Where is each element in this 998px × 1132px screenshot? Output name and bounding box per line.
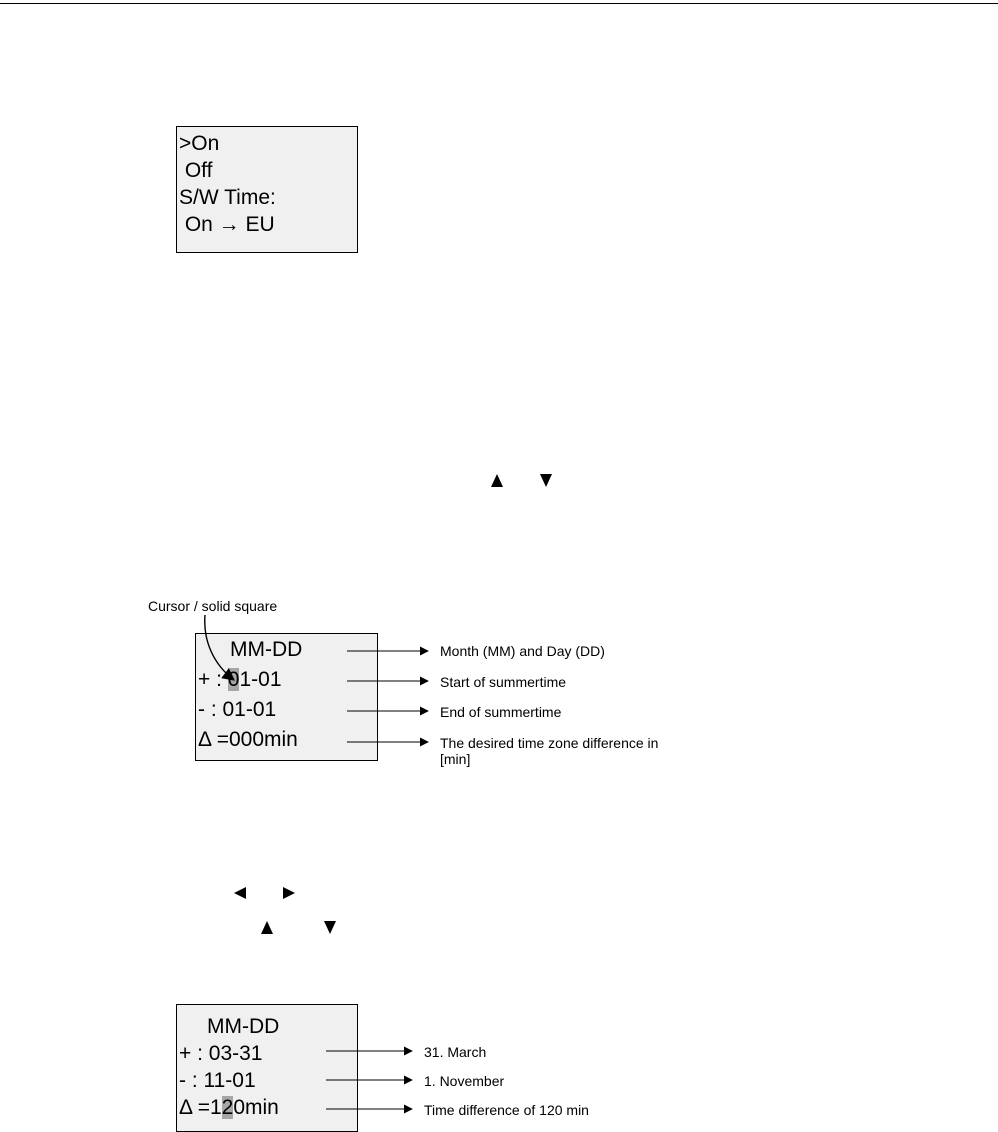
annotation-start: Start of summertime xyxy=(440,674,567,690)
annotation-end: End of summertime xyxy=(440,704,562,720)
annotation-time-zone-diff: The desired time zone difference in [min] xyxy=(440,735,659,767)
lcd-line-on-eu: On → EU xyxy=(179,213,275,236)
lcd-line-off: Off xyxy=(179,159,213,182)
cursor-block: 2 xyxy=(221,1096,234,1119)
lcd-line-delta: Δ =000min xyxy=(198,728,298,751)
lcd-line-on: >On xyxy=(179,132,220,155)
lcd-line-end: - : 01-01 xyxy=(198,698,277,721)
lcd-line-start: + : 01-01 xyxy=(198,668,282,691)
lcd-line-delta: Δ =120min xyxy=(179,1096,279,1119)
lcd-line-sw-time: S/W Time: xyxy=(179,186,276,209)
cursor-pointer-arrow xyxy=(205,615,234,680)
annotation-month-day: Month (MM) and Day (DD) xyxy=(440,643,605,659)
cursor-label: Cursor / solid square xyxy=(148,598,278,614)
cursor-block: 0 xyxy=(227,668,240,691)
lcd-line-end: - : 11-01 xyxy=(179,1069,256,1092)
lcd-line-start: + : 03-31 xyxy=(179,1042,263,1065)
annotation-time-diff-120: Time difference of 120 min xyxy=(424,1102,589,1118)
annotation-31-march: 31. March xyxy=(424,1044,487,1060)
lcd-header-mm-dd: MM-DD xyxy=(207,1015,280,1038)
annotation-1-november: 1. November xyxy=(424,1073,505,1089)
lcd-header-mm-dd: MM-DD xyxy=(230,638,303,661)
